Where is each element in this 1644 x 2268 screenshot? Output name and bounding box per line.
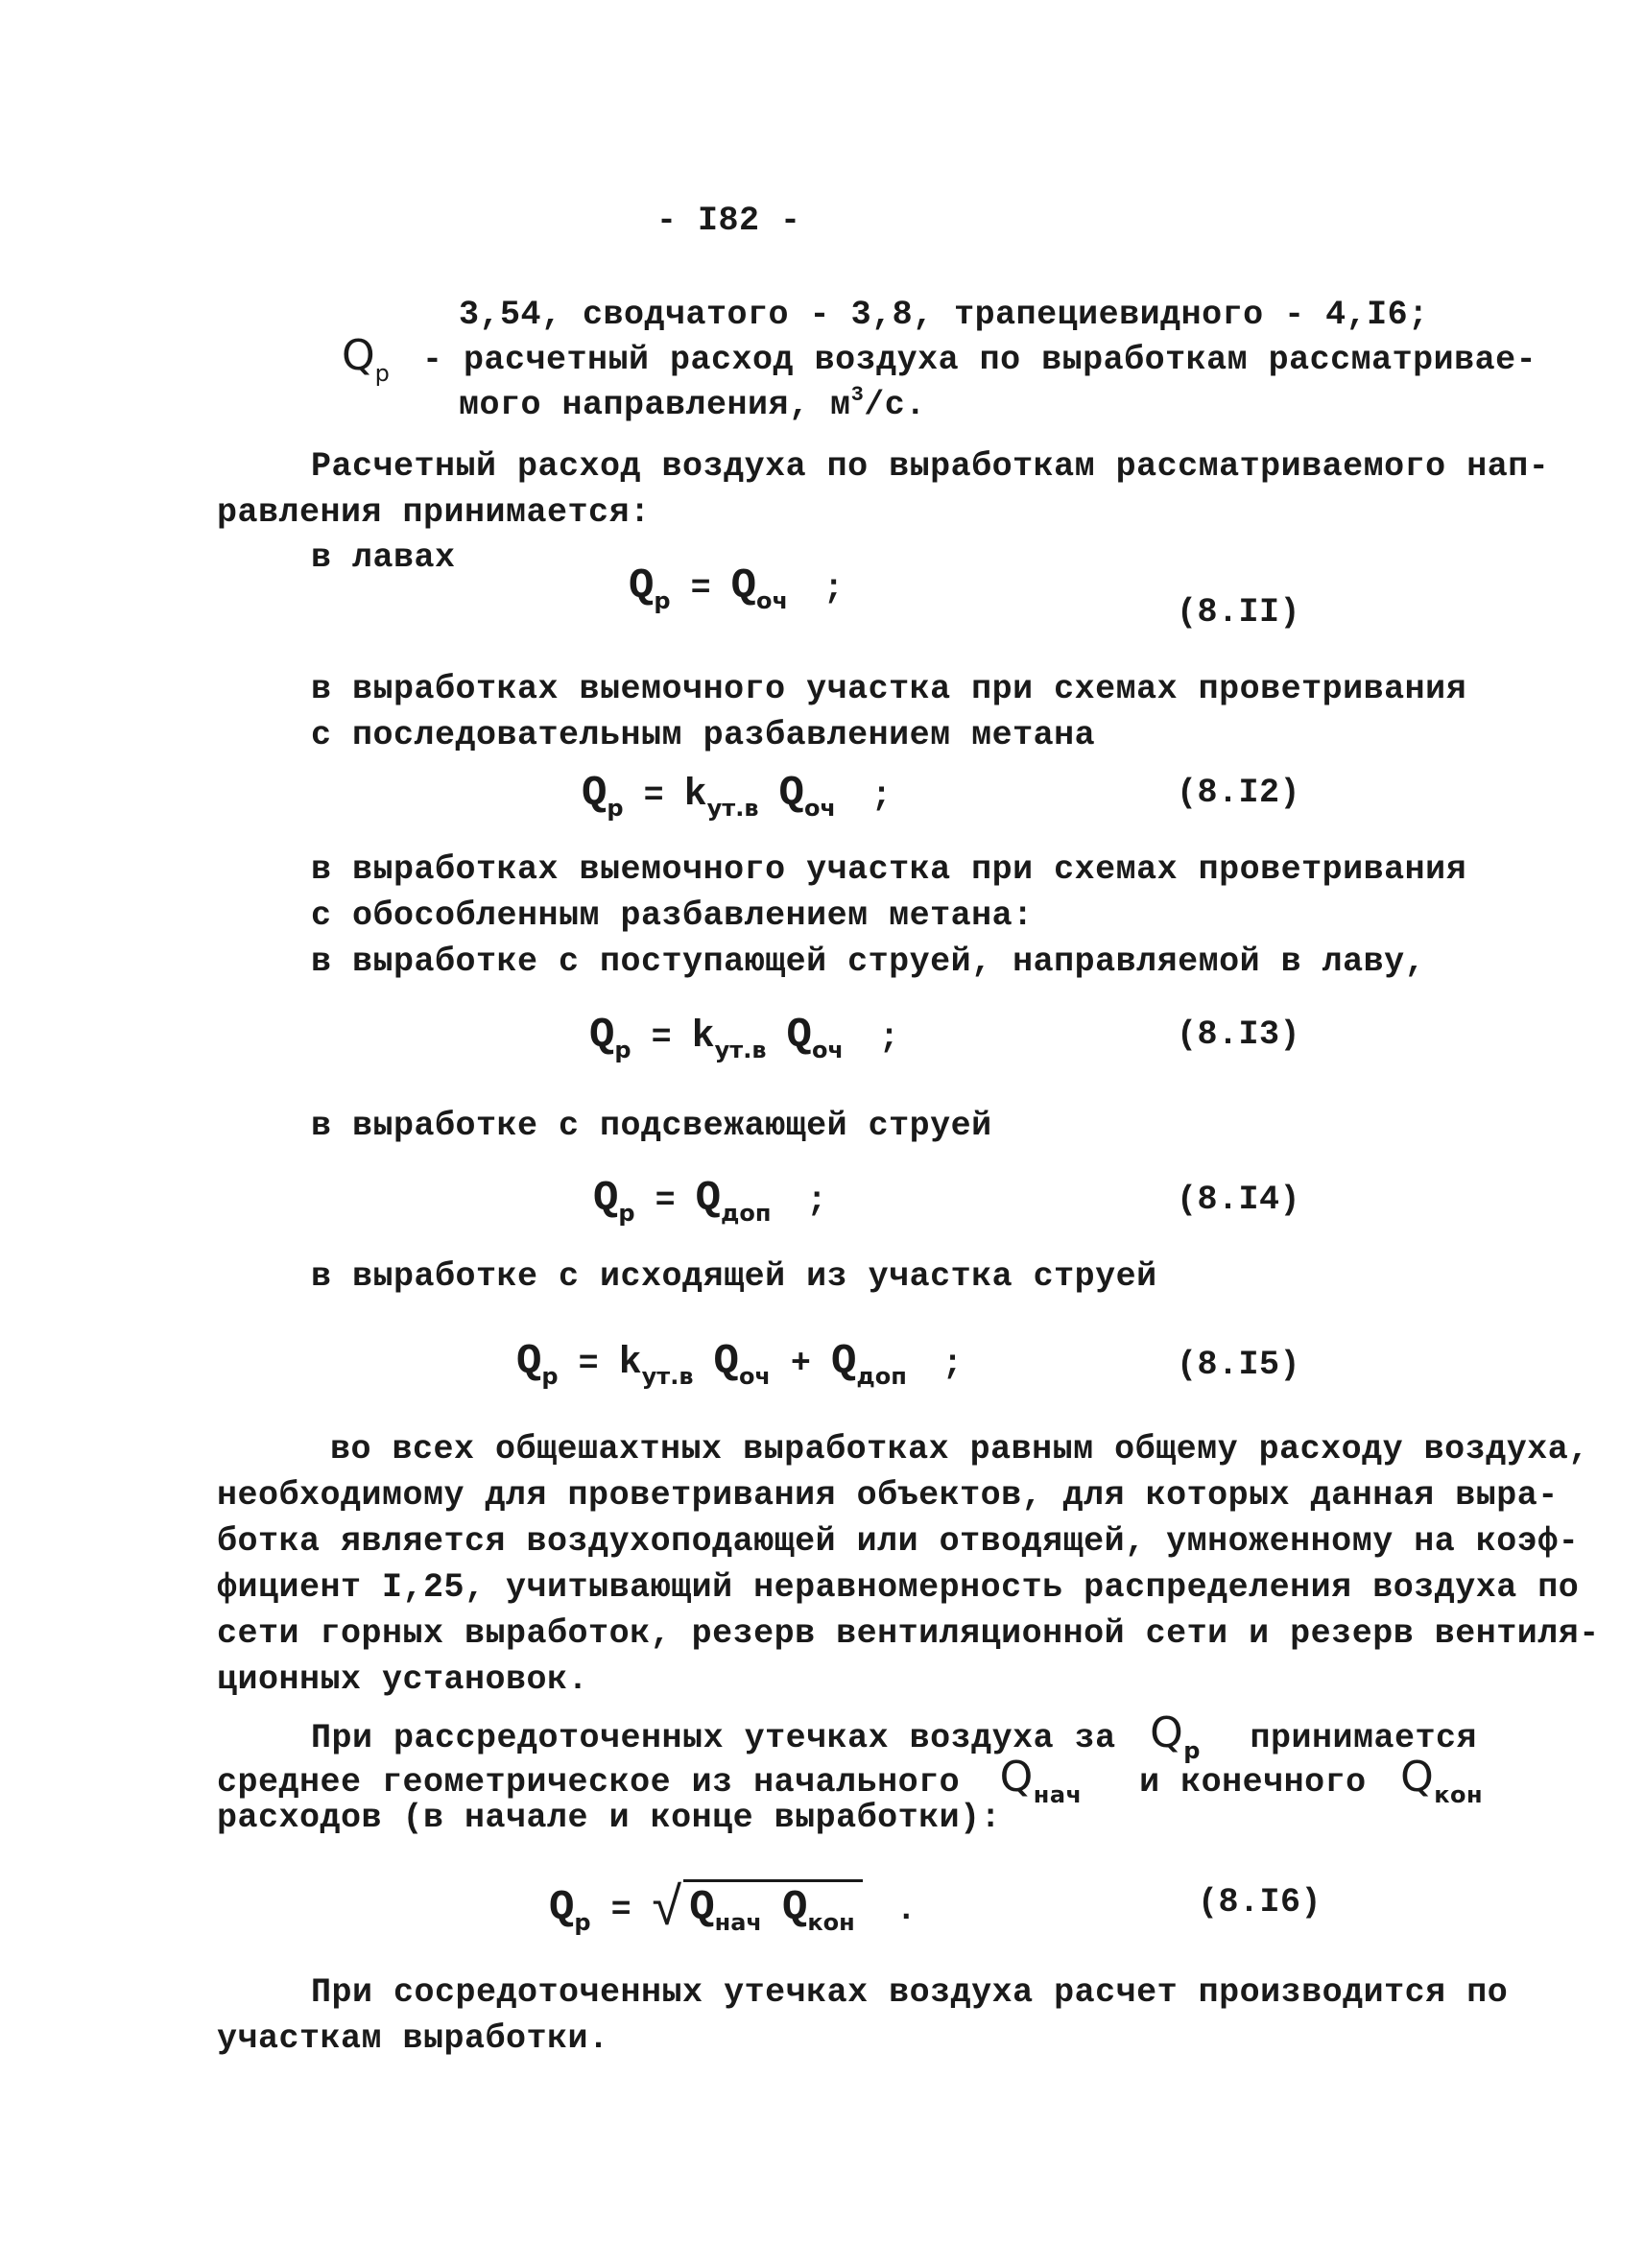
def-line-3: мого направления, $м^3/с$.: [459, 383, 926, 424]
intro-line-3: в лавах: [311, 538, 456, 577]
p13-line-1: в выработках выемочного участка при схемах проветривания: [311, 850, 1467, 889]
equation-number-8-15: (8.I5): [1177, 1346, 1301, 1384]
p14-line-1: в выработке с подсвежающей струей: [311, 1107, 992, 1145]
equation-number-8-16: (8.I6): [1198, 1883, 1322, 1922]
radicand: $Q_{нач}$ $Q_{кон}$: [683, 1879, 862, 1932]
p-all-line-5: сети горных выработок, резерв вентиляционной сети и резерв вентиля-: [217, 1614, 1600, 1653]
p-leak-line-3: расходов (в начале и конце выработки):: [217, 1799, 1002, 1837]
radical-sign: √: [651, 1879, 684, 1941]
equation-number-8-13: (8.I3): [1177, 1015, 1301, 1054]
p15-line-1: в выработке с исходящей из участка струей: [311, 1257, 1157, 1296]
p-all-line-6: ционных установок.: [217, 1660, 589, 1699]
equation-8-15: $Q_р = k_{ут.в}$ $Q_{оч} + Q_{доп}$ ;: [516, 1338, 963, 1390]
p-final-line-2: участкам выработки.: [217, 2019, 609, 2058]
p-all-line-1: во всех общешахтных выработках равным общему расходу воздуха,: [330, 1430, 1589, 1468]
intro-line-1: Расчетный расход воздуха по выработкам рассматриваемого нап-: [311, 447, 1550, 486]
equation-8-12: $Q_р = k_{ут.в}$ $Q_{оч}$ ;: [582, 770, 892, 822]
p12-line-1: в выработках выемочного участка при схемах проветривания: [311, 670, 1467, 708]
p13-line-3: в выработке с поступающей струей, направляемой в лаву,: [311, 943, 1426, 981]
p-leak-line-2: среднее геометрическое из начального $Q_{нач}$ и конечного $Q_{кон}$: [217, 1753, 1484, 1808]
superscript-3: 3: [850, 383, 865, 407]
equation-8-14: $Q_р = Q_{доп}$ ;: [593, 1175, 827, 1227]
def-line-2: - расчетный расход воздуха по выработкам рассматривае-: [422, 341, 1537, 379]
p-leak-line-1: При рассредоточенных утечках воздуха за $Q_р$ принимается: [311, 1708, 1478, 1764]
def-line-1: 3,54, сводчатого - 3,8, трапециевидного - 4,I6;: [459, 296, 1429, 334]
equation-number-8-11: (8.II): [1177, 593, 1301, 632]
equation-number-8-12: (8.I2): [1177, 774, 1301, 812]
p12-line-2: с последовательным разбавлением метана: [311, 716, 1096, 754]
p-all-line-3: ботка является воздухоподающей или отводящей, умноженному на коэф-: [217, 1522, 1580, 1561]
equation-8-16: $Q_р$ = √ $Q_{нач}$ $Q_{кон}$ .: [549, 1879, 917, 1941]
equation-number-8-14: (8.I4): [1177, 1181, 1301, 1219]
p-all-line-4: фициент I,25, учитывающий неравномерность распределения воздуха по: [217, 1568, 1580, 1607]
page-number: - I82 -: [656, 202, 801, 240]
equation-8-11: $Q_р = Q_{оч}$ ;: [629, 562, 845, 614]
q-subscript: р: [374, 360, 390, 387]
def-symbol: [342, 331, 390, 387]
q-symbol: Q: [342, 331, 375, 380]
intro-line-2: равления принимается:: [217, 493, 651, 532]
p13-line-2: с обособленным разбавлением метана:: [311, 896, 1034, 935]
p-final-line-1: При сосредоточенных утечках воздуха расчет производится по: [311, 1973, 1509, 2012]
equation-8-13: $Q_р = k_{ут.в}$ $Q_{оч}$ ;: [589, 1012, 899, 1063]
p-all-line-2: необходимому для проветривания объектов, для которых данная выра-: [217, 1476, 1559, 1515]
